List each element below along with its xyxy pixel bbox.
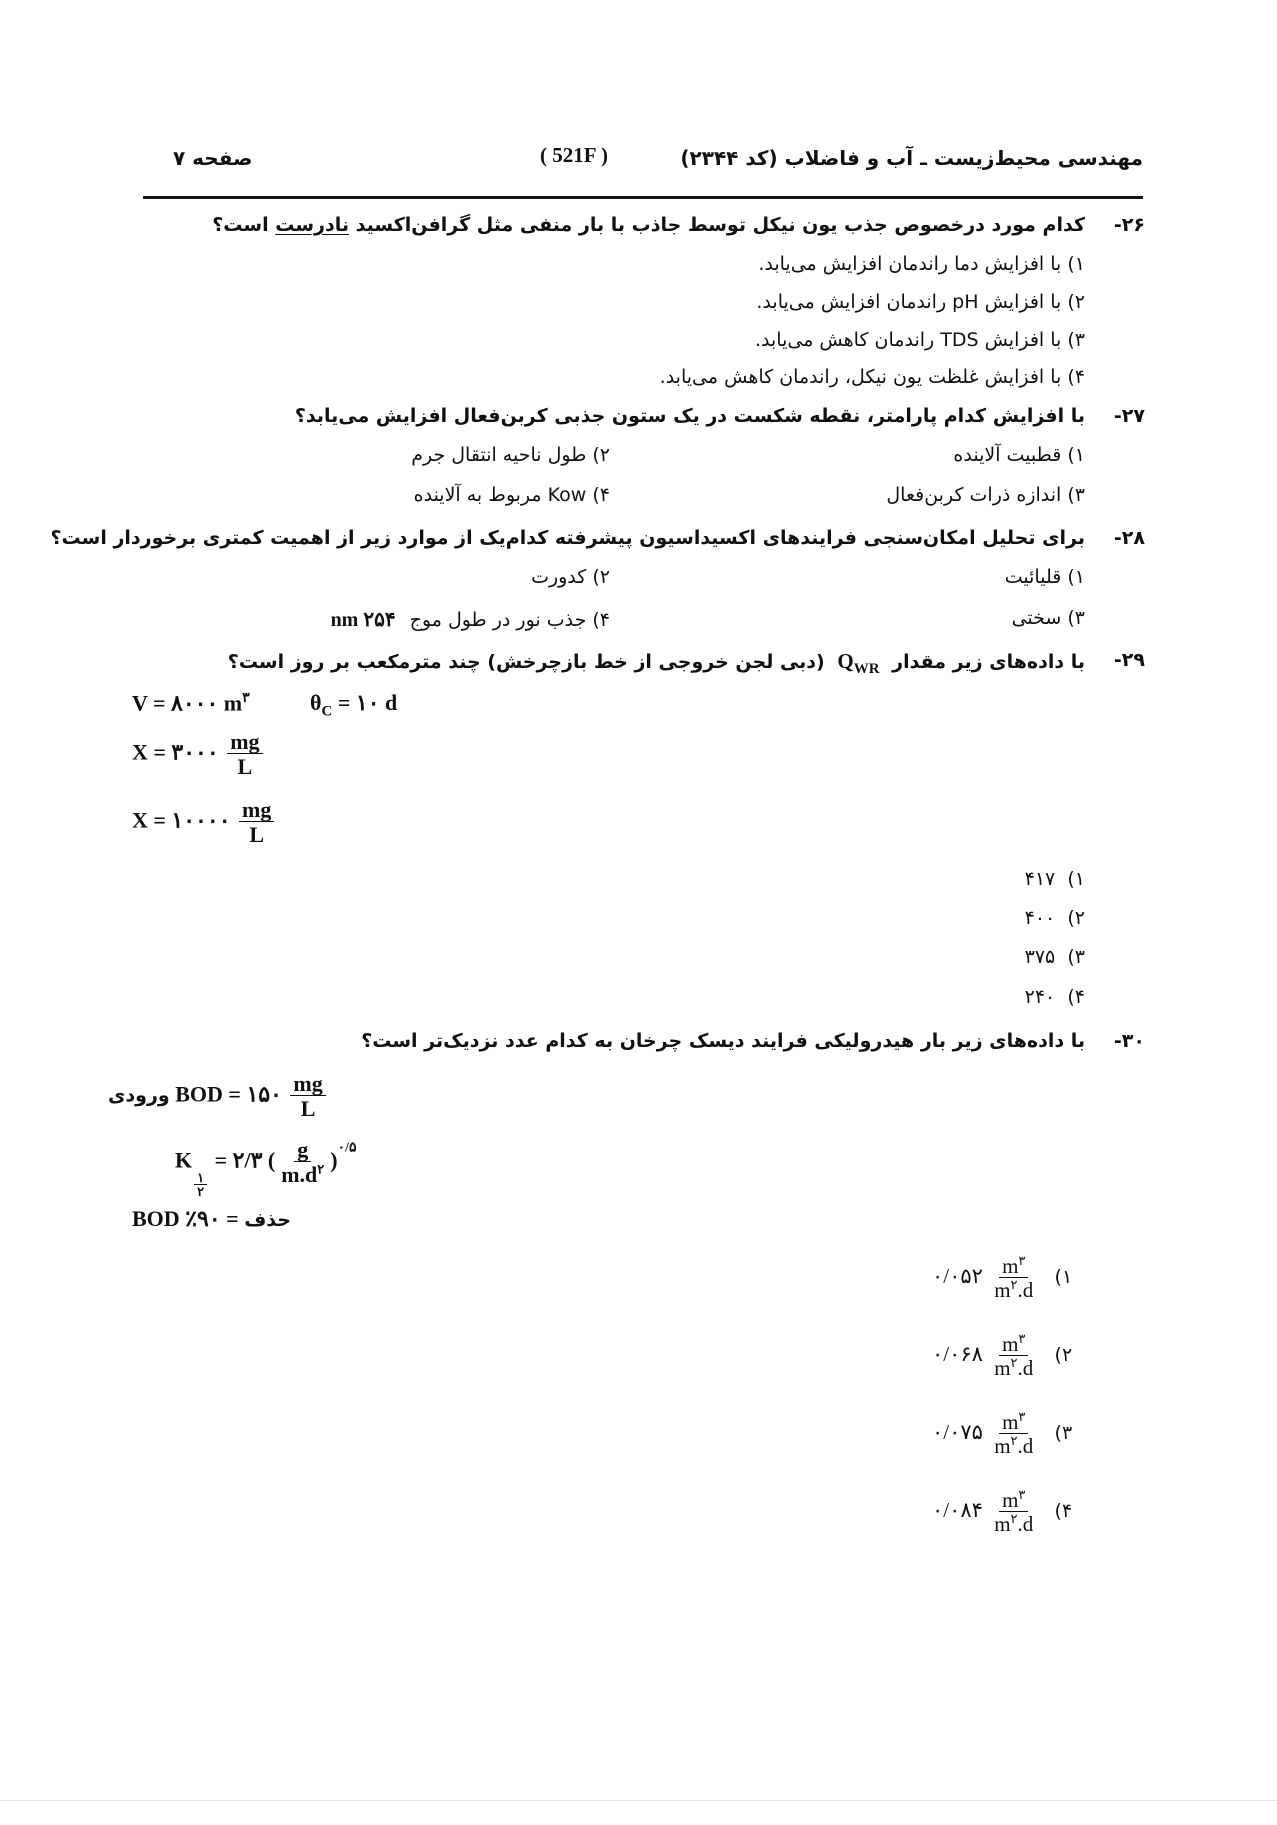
question-29-text: با داده‌های زیر مقدار $Q_{WR}$ (دبی لجن خروجی از خط بازچرخش) چند مترمکعب بر روز است؟ — [227, 649, 1085, 678]
question-29-option-3: ۳) ۳۷۵ — [1024, 946, 1085, 968]
q29-return-sludge-concentration: X = ۱۰۰۰۰ $\frac{mg}{L}$ — [132, 798, 277, 847]
question-26-option-4: ۴) با افزایش غلظت یون نیکل، راندمان کاهش می‌یابد. — [659, 366, 1085, 388]
question-26-emphasis: نادرست — [275, 214, 349, 236]
question-30-text: با داده‌های زیر بار هیدرولیکی فرایند دیسک چرخان به کدام عدد نزدیک‌تر است؟ — [361, 1030, 1085, 1052]
question-30-number: ۳۰- — [1113, 1030, 1145, 1052]
question-30-option-2: ۰/۰۶۸ $\frac{m^۳}{m^۲.d}$ ۲) — [932, 1331, 1073, 1381]
question-26-number: ۲۶- — [1113, 214, 1145, 236]
question-26-option-1: ۱) با افزایش دما راندمان افزایش می‌یابد. — [758, 253, 1085, 275]
question-29-number: ۲۹- — [1113, 649, 1145, 671]
question-30-option-1: ۰/۰۵۲ $\frac{m^۳}{m^۲.d}$ ۱) — [932, 1253, 1073, 1303]
question-28-option-1: ۱) قلیائیت — [1004, 566, 1085, 588]
question-30-option-3: ۰/۰۷۵ $\frac{m^۳}{m^۲.d}$ ۳) — [932, 1409, 1073, 1459]
question-26-text: کدام مورد درخصوص جذب یون نیکل توسط جاذب با بار منفی مثل گرافن‌اکسید نادرست است؟ — [212, 214, 1085, 236]
question-29-option-2: ۲) ۴۰۰ — [1024, 907, 1085, 929]
page-number: صفحه ۷ — [173, 146, 253, 170]
question-30-option-4: ۰/۰۸۴ $\frac{m^۳}{m^۲.d}$ ۴) — [932, 1487, 1073, 1537]
header-divider — [143, 196, 1143, 199]
question-27-option-2: ۲) طول ناحیه انتقال جرم — [411, 444, 610, 466]
question-27-option-1: ۱) قطبیت آلاینده — [953, 444, 1085, 466]
question-28-option-2: ۲) کدورت — [531, 566, 610, 588]
question-28-text: برای تحلیل امکان‌سنجی فرایندهای اکسیداسیون پیشرفته کدام‌یک از موارد زیر از اهمیت کمتری برخوردار است؟ — [50, 527, 1085, 549]
exam-title: مهندسی محیط‌زیست ـ آب و فاضلاب (کد ۲۳۴۴) — [680, 146, 1143, 170]
q29-sludge-age: $\theta_C$ = ۱۰ d — [310, 690, 398, 720]
booklet-code: ( 521F ) — [540, 143, 609, 167]
q30-rate-constant: K $\frac{۱}{۲}$ = ۲/۳ ( $\frac{g}{m.d^۲}$ )$^{۰/۵}$ — [175, 1137, 357, 1200]
question-28-option-4: ۴) جذب نور در طول موج ۲۵۴ nm — [330, 609, 610, 631]
question-27-option-4: ۴) Kow مربوط به آلاینده — [413, 484, 610, 506]
question-29-option-4: ۴) ۲۴۰ — [1024, 986, 1085, 1008]
q30-bod-removal: BOD حذف = ٪۹۰ — [132, 1206, 291, 1231]
question-27-option-3: ۳) اندازه ذرات کربن‌فعال — [886, 484, 1085, 506]
q30-influent-bod: ورودی BOD = ۱۵۰ $\frac{mg}{L}$ — [108, 1072, 329, 1121]
q29-mlss: X = ۳۰۰۰ $\frac{mg}{L}$ — [132, 730, 266, 779]
question-27-text: با افزایش کدام پارامتر، نقطه شکست در یک ستون جذبی کربن‌فعال افزایش می‌یابد؟ — [294, 405, 1085, 427]
q29-volume: V = ۸۰۰۰ $m^۳$ — [132, 690, 250, 716]
question-26-option-2: ۲) با افزایش pH راندمان افزایش می‌یابد. — [756, 291, 1085, 313]
question-26-option-3: ۳) با افزایش TDS راندمان کاهش می‌یابد. — [755, 329, 1085, 351]
question-29-option-1: ۱) ۴۱۷ — [1024, 868, 1085, 890]
question-28-number: ۲۸- — [1113, 527, 1145, 549]
question-27-number: ۲۷- — [1113, 405, 1145, 427]
wavelength-value: ۲۵۴ nm — [330, 609, 396, 631]
question-28-option-3: ۳) سختی — [1011, 607, 1085, 629]
qwr-symbol: $Q_{WR}$ — [837, 649, 880, 678]
page-bottom-edge — [0, 1800, 1277, 1801]
